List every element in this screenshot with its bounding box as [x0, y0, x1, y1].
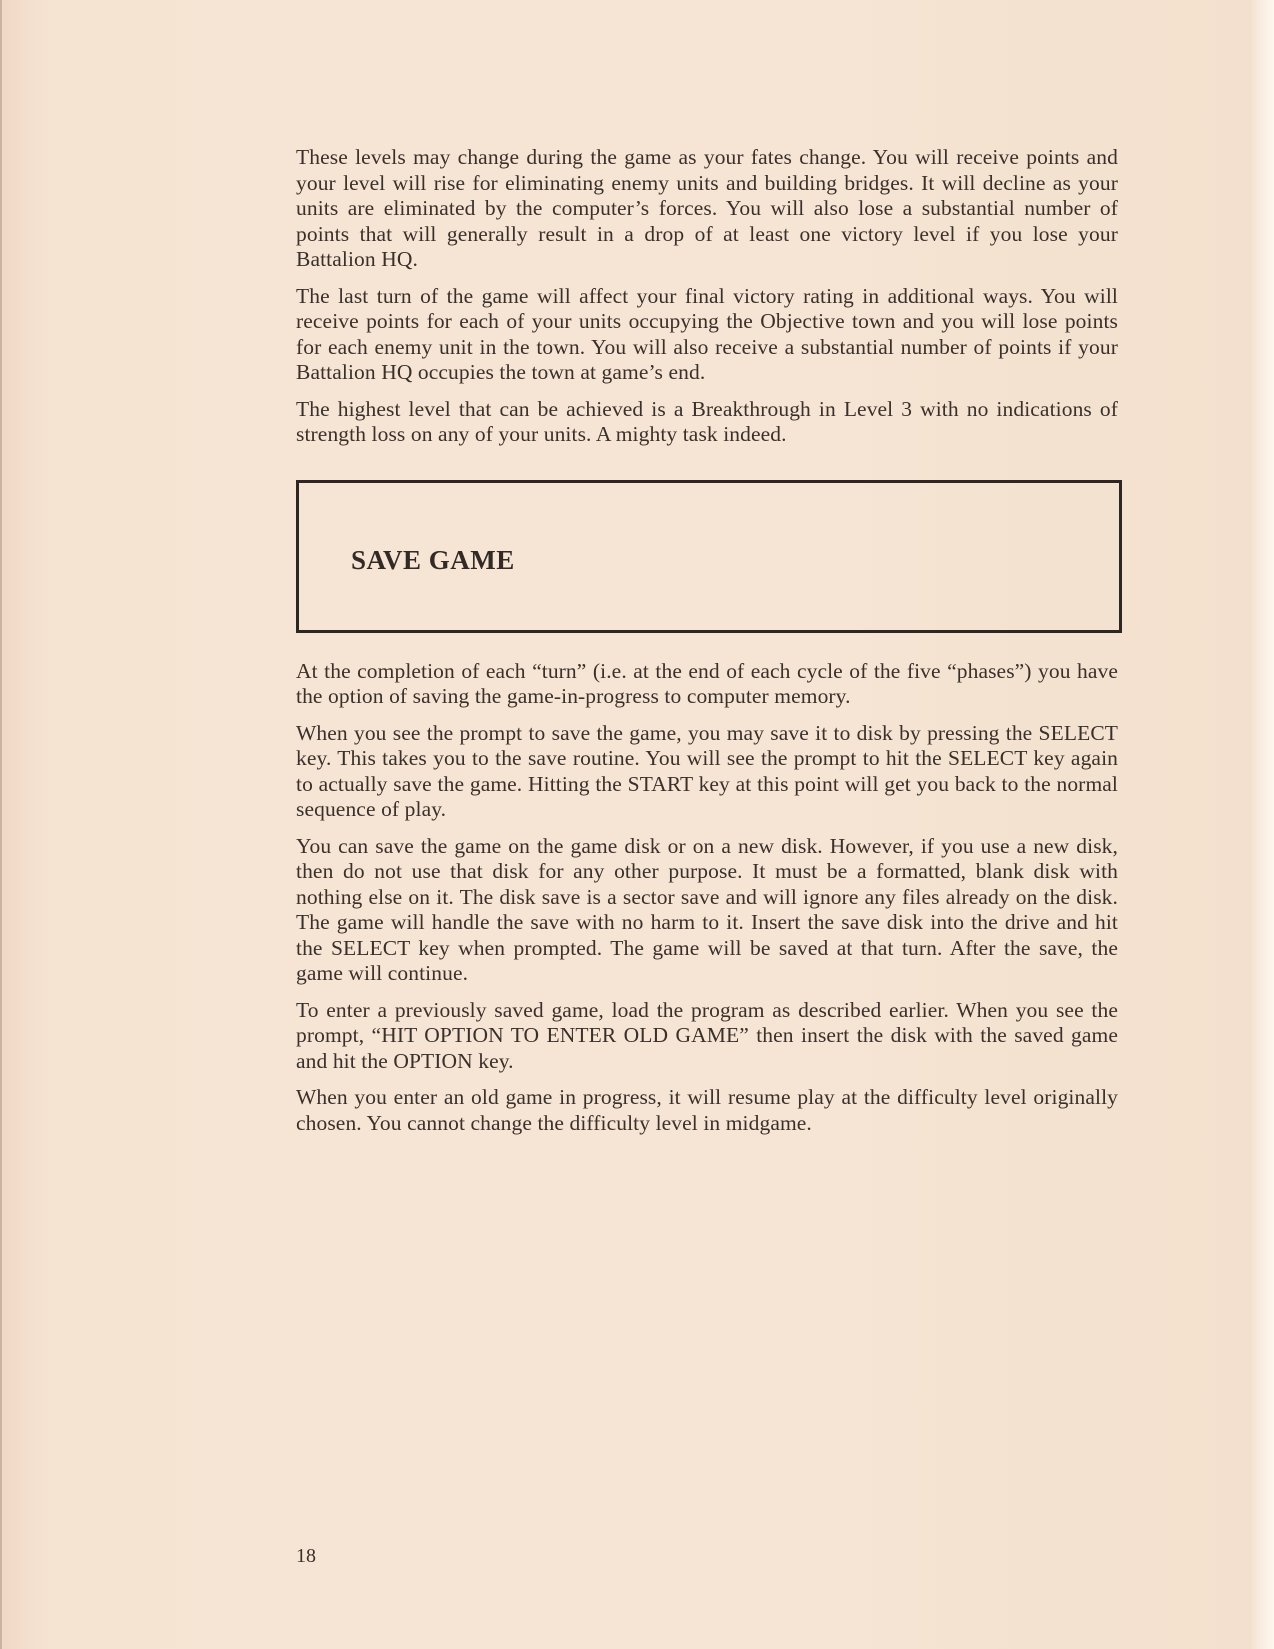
paragraph-turn-completion: At the completion of each “turn” (i.e. at the end of each cycle of the five “phases”) you have the option of saving the game-in-progress to computer memory.: [296, 658, 1118, 708]
page-left-edge: [0, 0, 2, 1649]
paragraph-save-prompt: When you see the prompt to save the game, you may save it to disk by pressing the SELECT key. This takes you to the save routine. You will see the prompt to hit the SELECT key again to actually save the game. Hitting the START key at this point will get you back to the normal sequence of play.: [296, 720, 1118, 821]
paragraph-victory-levels: These levels may change during the game as your fates change. You will receive points and your level will rise for eliminating enemy units and building bridges. It will decline as your units are eliminated by the computer’s forces. You will also lose a substantial number of points that will generally result in a drop of at least one victory level if you lose your Battalion HQ.: [296, 145, 1118, 271]
paragraph-save-disk: You can save the game on the game disk or on a new disk. However, if you use a new disk, then do not use that disk for any other purpose. It must be a formatted, blank disk with nothing else on it. The disk save is a sector save and will ignore any files already on the disk. The game will handle the save with no harm to it. Insert the save disk into the drive and hit the SELECT key when prompted. The game will be saved at that turn. After the save, the game will continue.: [296, 833, 1118, 985]
paragraph-highest-level: The highest level that can be achieved is a Breakthrough in Level 3 with no indications of strength loss on any of your units. A mighty task indeed.: [296, 396, 1118, 446]
paragraph-load-game: To enter a previously saved game, load the program as described earlier. When you see the prompt, “HIT OPTION TO ENTER OLD GAME” then insert the disk with the saved game and hit the OPTION key.: [296, 997, 1118, 1073]
page-number: 18: [296, 1545, 316, 1567]
paragraph-last-turn: The last turn of the game will affect your final victory rating in additional ways. You will receive points for each of your units occupying the Objective town and you will lose points for each enemy unit in the town. You will also receive a substantial number of points if your Battalion HQ occupies the town at game’s end.: [296, 283, 1118, 384]
text-column: [296, 145, 1118, 1147]
page-right-edge: [1252, 0, 1274, 1649]
paragraph-resume-difficulty: When you enter an old game in progress, it will resume play at the difficulty level originally chosen. You cannot change the difficulty level in midgame.: [296, 1085, 1118, 1135]
section-heading: SAVE GAME: [351, 544, 515, 575]
section-heading-box: [296, 480, 1122, 633]
